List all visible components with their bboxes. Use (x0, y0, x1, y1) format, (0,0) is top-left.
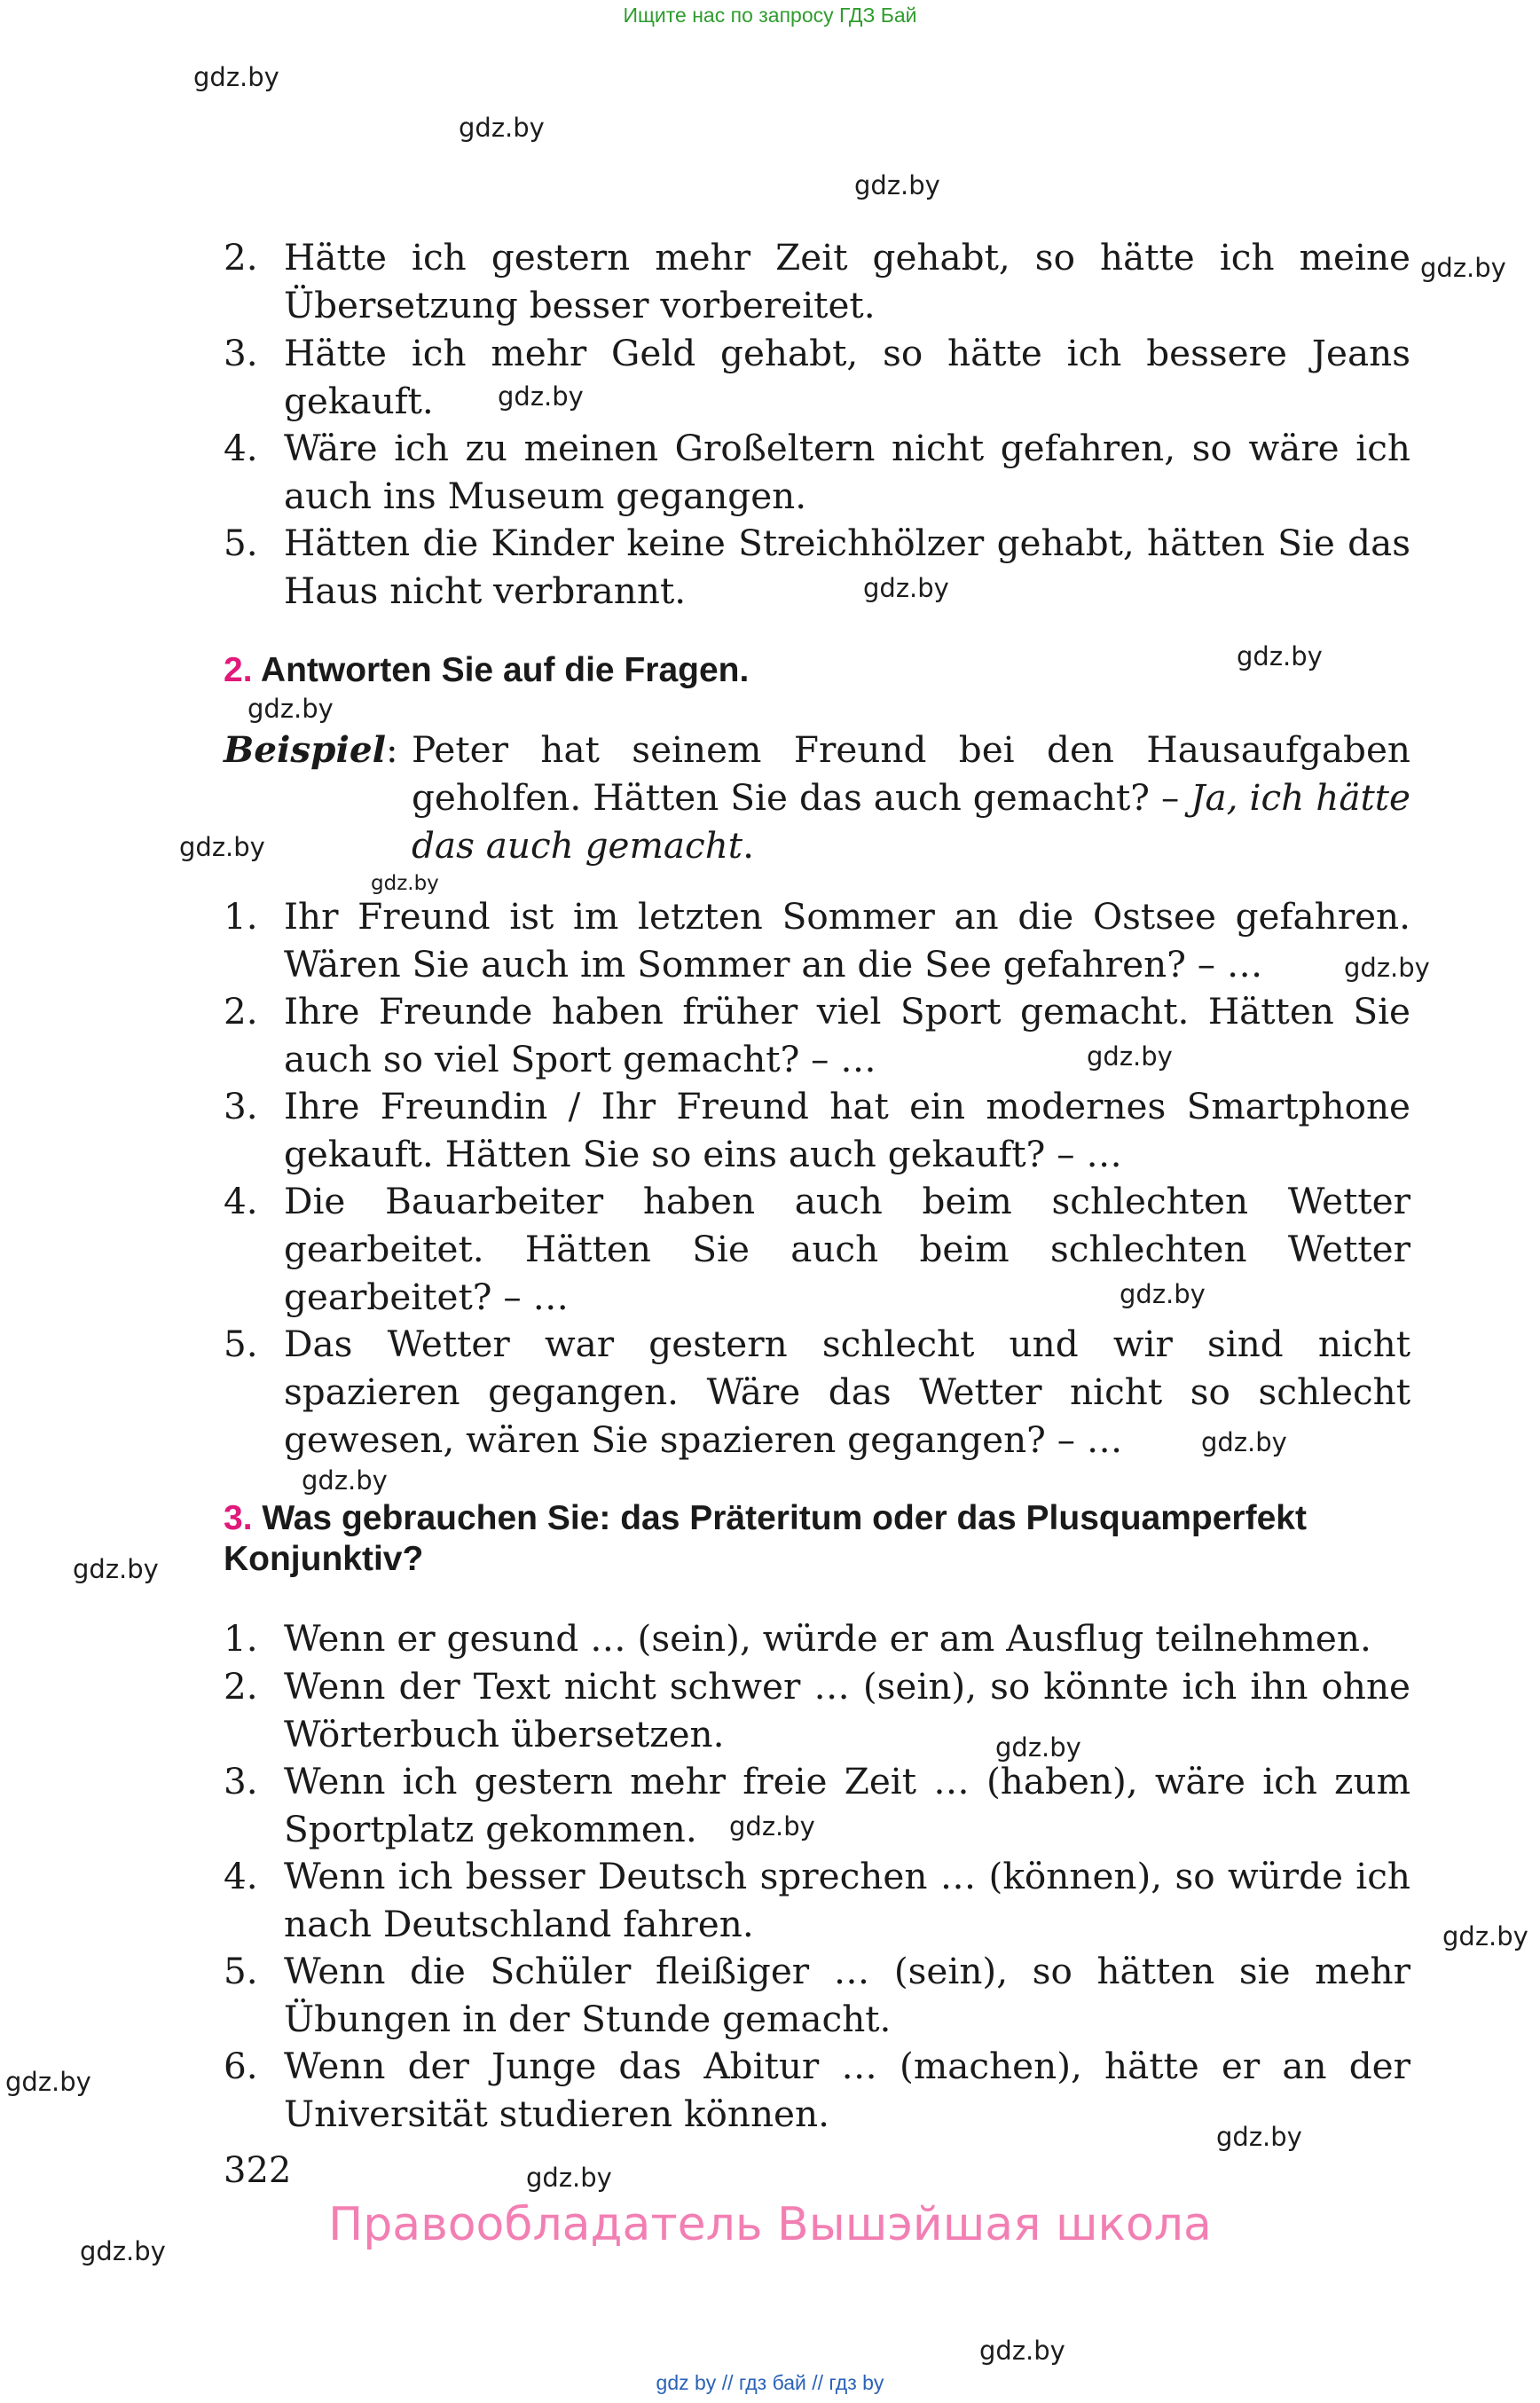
item-text: Wenn der Text nicht schwer … (sein), so könnte ich ihn ohne Wörterbuch übersetzen. (284, 1665, 1410, 1755)
item-number: 4. (224, 1855, 258, 1897)
item-number: 3. (224, 1760, 258, 1802)
item-text: Ihr Freund ist im letzten Sommer an die Ostsee gefahren. Wären Sie auch im Sommer an die See gefahren? – … (284, 895, 1410, 986)
watermark: gdz.by (1087, 1041, 1173, 1072)
watermark: gdz.by (73, 1554, 159, 1584)
item-number: 2. (224, 236, 258, 279)
item-number: 2. (224, 990, 258, 1033)
item-text: Wenn ich besser Deutsch sprechen … (können), so würde ich nach Deutschland fahren. (284, 1855, 1410, 1945)
item-number: 5. (224, 1950, 258, 1992)
item-number: 2. (224, 1665, 258, 1708)
item-number: 5. (224, 522, 258, 564)
example-label: Beispiel: (224, 728, 398, 771)
item-text: Hätte ich mehr Geld gehabt, so hätte ich bessere Jeans gekauft. (284, 332, 1410, 422)
watermark: gdz.by (1120, 1279, 1206, 1309)
item-text: Wäre ich zu meinen Großeltern nicht gefahren, so wäre ich auch ins Museum gegangen. (284, 427, 1410, 517)
watermark: gdz.by (80, 2236, 166, 2266)
exercise-3-heading-line2: Konjunktiv? (224, 1540, 424, 1578)
watermark: gdz.by (498, 381, 584, 412)
item-text: Wenn die Schüler fleißiger … (sein), so hätten sie mehr Übungen in der Stunde gemacht. (284, 1950, 1410, 2040)
watermark: gdz.by (1237, 641, 1323, 671)
item-text: Die Bauarbeiter haben auch beim schlechten Wetter gearbeitet. Hätten Sie auch beim schlechten Wetter gearbeitet? – … (284, 1180, 1410, 1318)
item-number: 6. (224, 2045, 258, 2087)
watermark: gdz.by (1216, 2122, 1302, 2152)
item-text: Hätte ich gestern mehr Zeit gehabt, so hätte ich meine Übersetzung besser vorbereitet. (284, 236, 1410, 326)
watermark: gdz.by (1420, 253, 1506, 283)
item-number: 1. (224, 895, 258, 938)
item-number: 4. (224, 1180, 258, 1222)
item-text: Wenn ich gestern mehr freie Zeit … (haben), wäre ich zum Sportplatz gekommen. (284, 1760, 1410, 1850)
watermark: gdz.by (5, 2067, 91, 2097)
example-text: Peter hat seinem Freund bei den Hausaufgaben geholfen. Hätten Sie das auch gemacht? – Ja, ich hätte das auch gemacht. (412, 728, 1410, 867)
item-text: Wenn der Junge das Abitur … (machen), hätte er an der Universität studieren können. (284, 2045, 1410, 2135)
example-answer: Ja, ich hätte das auch gemacht (412, 776, 1410, 867)
item-text: Wenn er gesund … (sein), würde er am Ausflug teilnehmen. (284, 1617, 1371, 1660)
item-number: 1. (224, 1617, 258, 1660)
item-number: 4. (224, 427, 258, 469)
item-number: 3. (224, 1085, 258, 1127)
watermark: gdz.by (854, 170, 940, 200)
watermark: gdz.by (979, 2336, 1065, 2366)
item-text: Das Wetter war gestern schlecht und wir sind nicht spazieren gegangen. Wäre das Wetter nicht so schlecht gewesen, wären Sie spazieren gegangen? – … (284, 1323, 1410, 1461)
watermark: gdz.by (459, 113, 545, 143)
watermark: gdz.by (863, 573, 949, 603)
top-banner[interactable]: Ищите нас по запросу ГДЗ Бай (623, 4, 917, 27)
item-text: Ihre Freunde haben früher viel Sport gemacht. Hätten Sie auch so viel Sport gemacht? – … (284, 990, 1410, 1080)
watermark: gdz.by (248, 694, 334, 724)
watermark: gdz.by (193, 62, 279, 92)
watermark: gdz.by (729, 1811, 815, 1842)
exercise-title: Was gebrauchen Sie: das Präteritum oder das Plusquamperfekt (262, 1499, 1307, 1537)
item-text: Hätten die Kinder keine Streichhölzer gehabt, hätten Sie das Haus nicht verbrannt. (284, 522, 1410, 612)
exercise-title: Antworten Sie auf die Fragen. (260, 651, 750, 689)
item-text: Ihre Freundin / Ihr Freund hat ein modernes Smartphone gekauft. Hätten Sie so eins auch gekauft? – … (284, 1085, 1410, 1175)
exercise-2-heading (224, 651, 749, 690)
rights-holder: Правообладатель Вышэйшая школа (328, 2198, 1212, 2251)
watermark: gdz.by (1201, 1427, 1287, 1457)
exercise-3-heading (224, 1499, 1307, 1538)
item-number: 3. (224, 332, 258, 374)
exercise-number: 3. (224, 1499, 253, 1537)
watermark: gdz.by (1344, 953, 1430, 983)
watermark: gdz.by (1442, 1921, 1528, 1951)
watermark: gdz.by (371, 872, 439, 895)
exercise-number: 2. (224, 651, 253, 689)
watermark: gdz.by (995, 1732, 1081, 1763)
page-number: 322 (224, 2150, 292, 2191)
watermark: gdz.by (179, 832, 265, 862)
bottom-links[interactable]: gdz by // гдз бай // гдз by (656, 2371, 884, 2394)
watermark: gdz.by (526, 2163, 612, 2193)
item-number: 5. (224, 1323, 258, 1365)
watermark: gdz.by (302, 1465, 388, 1496)
